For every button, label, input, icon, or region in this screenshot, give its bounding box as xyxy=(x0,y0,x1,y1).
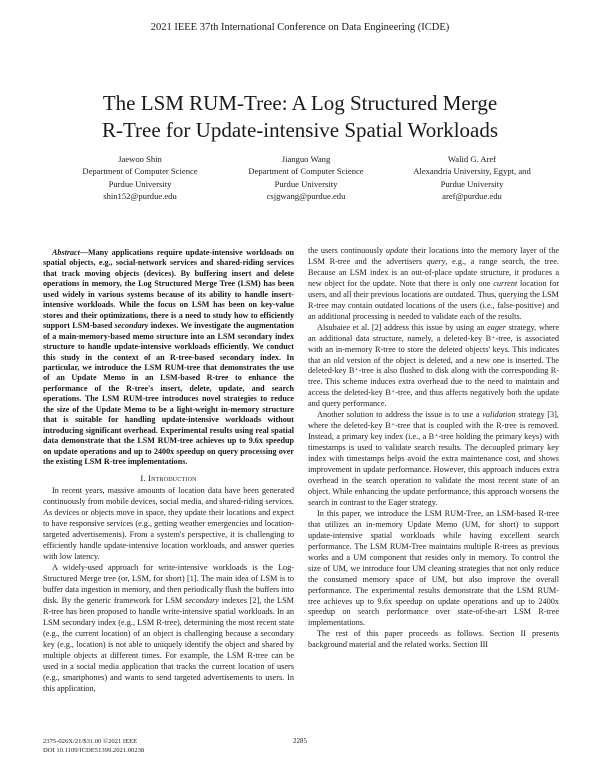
author-block xyxy=(60,153,552,202)
author-affil: Purdue University xyxy=(440,178,504,189)
section-heading-introduction: I. Introduction xyxy=(140,472,197,483)
right-paragraph-2: Alsubaiee et al. [2] address this issue by using an eager strategy, where an additional data structure, namely, a deleted-key B⁺-tree, is associated with an in-memory R-tree to store the deleted objects' keys. This indicates that an old version of the object is deleted, and a new one is inserted. The deleted-key B⁺-tree is also flushed to disk along with the corresponding R-tree. This scheme induces extra overhead due to the need to maintain and access the deleted-key B⁺-tree, and thus affects negatively both the update and query performance. xyxy=(308,322,560,409)
right-column xyxy=(308,246,559,651)
page-number: 2285 xyxy=(293,737,307,745)
author-affil: Purdue University xyxy=(108,178,172,189)
abstract-lead: Abstract xyxy=(52,248,80,257)
author-3 xyxy=(392,153,552,202)
author-dept: Alexandria University, Egypt, and xyxy=(413,166,531,177)
intro-paragraph-1: In recent years, massive amounts of location data have been generated continuously from mobile devices, social media, and shared-riding services. As devices or objects move in space, they update their locations and expect to have responsive services (e.g., getting weather emergencies and location-targeted advertisements). From a system's perspective, it is challenging to efficiently handle update-intensive location workloads, and answer queries with low latency. xyxy=(43,486,294,562)
abstract: Abstract—Many applications require update-intensive workloads on spatial objects, e.g., social-network services and shared-riding services that track moving objects (devices). By buffering insert and delete operations in memory, the Log Structured Merge Tree (LSM) has been used widely in various systems because of its ability to handle insert-intensive workloads. While the focus on LSM has been on key-value stores and their optimizations, there is a need to study how to efficiently support LSM-based secondary indexes. We investigate the augmentation of a main-memory-based memo structure into an LSM secondary index structure to handle update-intensive workloads efficiently. We conduct this study in the context of an R-tree-based secondary index. In particular, we introduce the LSM RUM-tree that demonstrates the use of an Update Memo in an LSM-based R-tree to enhance the performance of the R-tree's insert, delete, update, and search operations. The LSM RUM-tree introduces novel strategies to reduce the size of the Update Memo to be a light-weight in-memory structure that is suitable for handling update-intensive workloads without introducing significant overhead. Experimental results using real spatial data demonstrate that the LSM RUM-tree achieves up to 9.6x speedup on update operations and up to 2400x speedup on query processing over the existing LSM R-tree implementations. xyxy=(43,248,295,467)
author-email: shin152@purdue.edu xyxy=(103,190,177,201)
issn-line: 2375-026X/21/$31.00 ©2021 IEEE xyxy=(43,738,138,745)
doi-line: DOI 10.1109/ICDE51399.2021.00238 xyxy=(43,747,145,754)
author-email: csjgwang@purdue.edu xyxy=(266,190,346,201)
paper-title xyxy=(40,90,560,144)
right-paragraph-1: the users continuously update their locations into the memory layer of the LSM R-tree and the advertisers query, e.g., a range search, the tree. Because an LSM index is an out-of-place update structure, it produces a new object for the update. Note that there is only one current location for users, and all their previous locations are outdated. Thus, querying the LSM R-tree may contain outdated locations of the users (i.e., false-positive) and an additional processing is needed to validate each of the results. xyxy=(308,246,559,321)
author-1 xyxy=(60,153,220,202)
left-column xyxy=(43,248,294,695)
author-affil: Purdue University xyxy=(274,178,338,189)
right-paragraph-5: The rest of this paper proceeds as follows. Section II presents background material and the related works. Section III xyxy=(308,629,559,650)
author-email: aref@purdue.edu xyxy=(442,190,502,201)
intro-paragraph-2: A widely-used approach for write-intensive workloads is the Log-Structured Merge tree (or, LSM, for short) [1]. The main idea of LSM is to buffer data ingestion in memory, and then periodically flush the buffers into disk. By the generic framework for LSM secondary indexes [2], the LSM R-tree has been proposed to handle write-intensive spatial workloads. In an LSM secondary index (e.g., LSM R-tree), determining the most recent state (e.g., the current location) of an object is challenging because a secondary key (e.g., location) is not able to uniquely identify the object and shared by multiple objects at different times. For example, the LSM R-tree can be used in a social media application that tracks the current location of users (e.g., smartphones) and wants to send targeted advertisements to users. In this application, xyxy=(43,563,294,693)
author-dept: Department of Computer Science xyxy=(248,166,364,177)
author-name: Jaewoo Shin xyxy=(118,154,162,164)
right-paragraph-4: In this paper, we introduce the LSM RUM-Tree, an LSM-based R-tree that utilizes an in-memory Update Memo (UM, for short) to support update-intensive spatial workloads while having excellent search performance. The LSM RUM-Tree maintains multiple R-trees as previous works and a UM component that resides only in memory. To control the size of UM, we introduce four UM cleaning strategies that not only reduce the consumed memory space of UM, but also improve the overall performance. The experimental results demonstrate that the LSM RUM-tree achieves up to 9.6x speedup on update operations and up to 2400x speedup on search performance over state-of-the-art LSM R-tree implementations. xyxy=(308,508,559,628)
title-line-2: R-Tree for Update-intensive Spatial Workloads xyxy=(101,118,499,142)
title-line-1: The LSM RUM-Tree: A Log Structured Merge xyxy=(102,91,498,115)
author-dept: Department of Computer Science xyxy=(82,166,198,177)
author-name: Walid G. Aref xyxy=(447,154,497,164)
right-paragraph-3: Another solution to address the issue is to use a validation strategy [3], where the deleted-key B⁺-tree that is coupled with the R-tree is removed. Instead, a primary key index (i.e., a B⁺-tree holding the primary keys) with timestamps is used to validate search results. The decoupled primary key index with timestamps helps avoid the extra maintenance cost, and shows improvement in update performance. However, this approach induces extra overhead in the search operation to validate the most recent state of an object. While enhancing the update performance, this approach worsens the search in contrast to the Eager strategy. xyxy=(308,410,559,507)
author-2 xyxy=(226,153,386,202)
conference-header: 2021 IEEE 37th International Conference on Data Engineering (ICDE) xyxy=(150,22,450,33)
author-name: Jianguo Wang xyxy=(281,154,331,164)
